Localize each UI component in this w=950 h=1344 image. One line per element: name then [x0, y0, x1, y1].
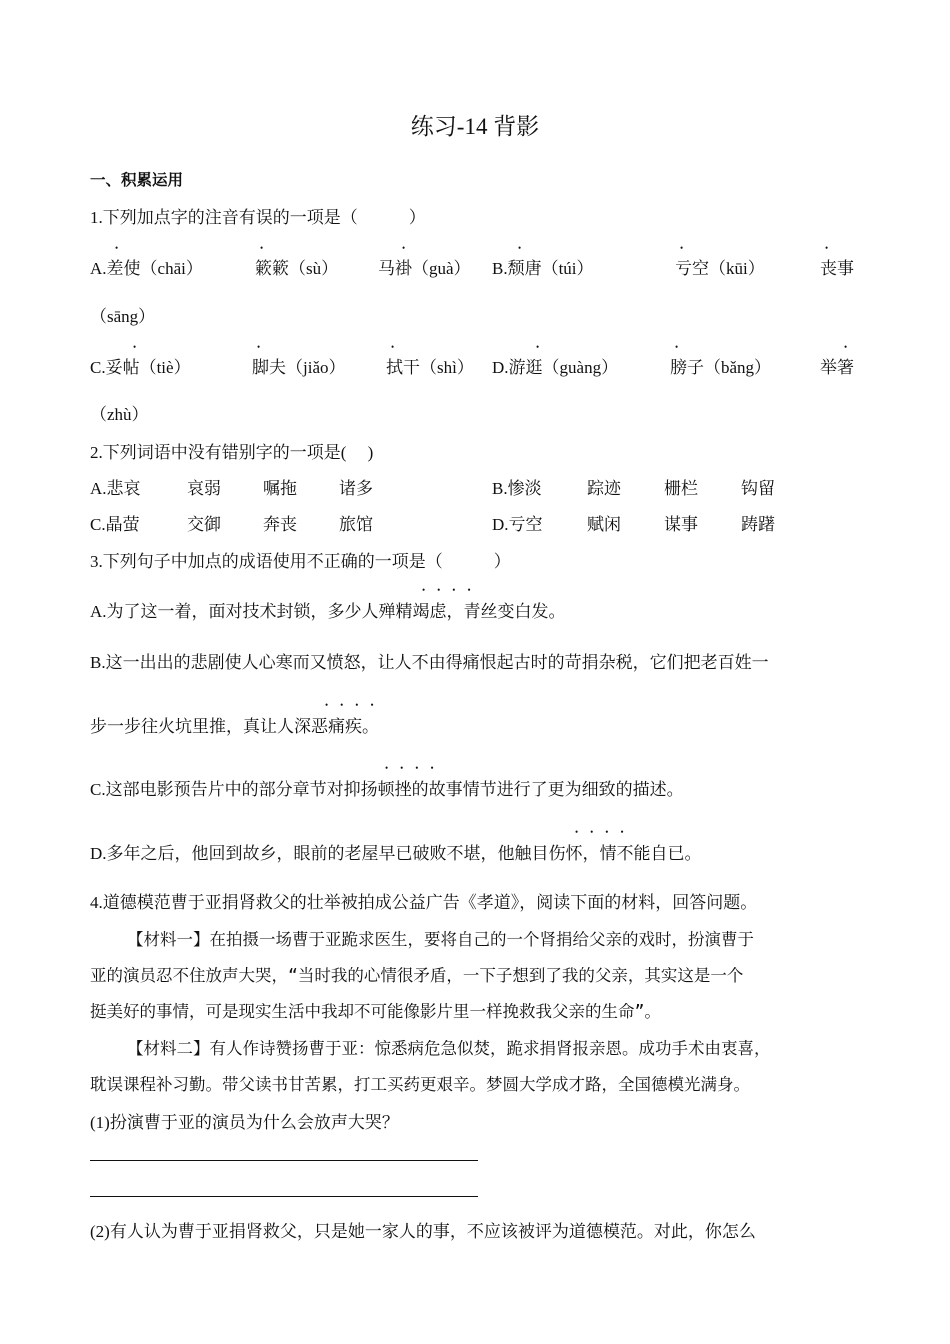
material-1-line-3: 挺美好的事情，可是现实生活中我却不可能像影片里一样挽救我父亲的生命”。	[90, 1002, 661, 1021]
emphasis-dot: •	[518, 243, 522, 253]
material-1-line-2: 亚的演员忍不住放声大哭，“当时我的心情很矛盾，一下子想到了我的父亲，其实这是一个	[90, 966, 744, 985]
page-title: 练习-14 背影	[410, 114, 540, 139]
emphasis-dots: ••••	[385, 763, 446, 773]
q3-option-d: D.多年之后，他回到故乡，眼前的老屋早已破败不堪，他触目伤怀，情不能自已。	[90, 844, 702, 863]
emphasized-idiom: 抑扬顿挫	[343, 780, 412, 799]
emphasis-dot: •	[675, 342, 679, 352]
q2-option-d-1: D.亏空	[492, 515, 543, 534]
option-a: A.差使（chāi）	[90, 259, 203, 278]
emphasis-dot: •	[115, 243, 119, 253]
emphasis-dot: •	[257, 342, 261, 352]
emphasis-dot: •	[844, 342, 848, 352]
emphasis-dots: ••••	[575, 827, 636, 837]
option-a-word-2: 簌簌（sù）	[255, 259, 339, 278]
option-c: C.妥帖（tiè）	[90, 358, 191, 377]
option-b-word-2: 亏空（kūi）	[675, 259, 765, 278]
q2-option-c-2: 交御	[187, 515, 221, 534]
sub-question-1: (1)扮演曹于亚的演员为什么会放声大哭？	[90, 1113, 399, 1132]
option-d-word-2: 膀子（bǎng）	[670, 358, 772, 377]
q2-option-d-4: 踌躇	[741, 515, 775, 534]
q2-option-d-2: 赋闲	[587, 515, 621, 534]
q3-option-c: C.这部电影预告片中的部分章节对抑扬顿挫的故事情节进行了更为细致的描述。	[90, 780, 684, 799]
emphasis-dot: •	[260, 243, 264, 253]
option-d-continuation: （zhù）	[90, 405, 149, 424]
option-b-word-3: 丧事	[820, 259, 854, 278]
option-a-word-3: 马褂（guà）	[378, 259, 471, 278]
material-1-line-1: 【材料一】在拍摄一场曹于亚跪求医生，要将自己的一个肾捐给父亲的戏时，扮演曹于	[127, 930, 754, 949]
question-3-stem: 3.下列句子中加点的成语使用不正确的一项是（ ）	[90, 552, 511, 571]
q2-option-b-2: 踪迹	[587, 479, 621, 498]
q2-option-d-3: 谋事	[664, 515, 698, 534]
q2-option-b-4: 钩留	[741, 479, 775, 498]
q2-option-a-1: A.悲哀	[90, 479, 141, 498]
q2-option-a-3: 嘱拖	[263, 479, 297, 498]
sub-question-2: (2)有人认为曹于亚捐肾救父，只是她一家人的事，不应该被评为道德模范。对此，你怎么	[90, 1222, 756, 1241]
q2-option-a-2: 哀弱	[187, 479, 221, 498]
option-c-word-3: 拭干（shì）	[386, 358, 474, 377]
emphasis-dot: •	[133, 342, 137, 352]
option-b: B.颓唐（túi）	[492, 259, 594, 278]
question-2-stem: 2.下列词语中没有错别字的一项是( )	[90, 443, 374, 462]
material-2-line-1: 【材料二】有人作诗赞扬曹于亚：惊悉病危急似焚，跪求捐肾报亲恩。成功手术由衷喜，	[127, 1039, 771, 1058]
answer-line[interactable]	[90, 1160, 478, 1161]
emphasis-dot: •	[402, 243, 406, 253]
q3-option-b-line2: 步一步往火坑里推，真让人深恶痛疾。	[90, 717, 379, 736]
option-d-word-3: 举箸	[820, 358, 854, 377]
emphasized-idiom: 殚精竭虑	[378, 602, 447, 621]
option-c-word-2: 脚夫（jiǎo）	[252, 358, 346, 377]
q2-option-a-4: 诸多	[339, 479, 373, 498]
emphasis-dots: ••••	[422, 585, 483, 595]
q2-option-c-4: 旅馆	[339, 515, 373, 534]
material-2-line-2: 耽误课程补习勤。带父读书甘苦累，打工买药更艰辛。梦圆大学成才路，全国德模光满身。	[90, 1075, 750, 1094]
emphasis-dot: •	[825, 243, 829, 253]
section-heading: 一、积累运用	[90, 171, 184, 189]
answer-line[interactable]	[90, 1196, 478, 1197]
question-4-stem: 4.道德模范曹于亚捐肾救父的壮举被拍成公益广告《孝道》，阅读下面的材料，回答问题。	[90, 893, 758, 912]
emphasis-dot: •	[536, 342, 540, 352]
q3-option-a: A.为了这一着，面对技术封锁，多少人殚精竭虑，青丝变白发。	[90, 602, 566, 621]
emphasized-idiom: 深恶痛疾	[294, 717, 362, 736]
q2-option-b-1: B.惨淡	[492, 479, 542, 498]
emphasis-dot: •	[391, 342, 395, 352]
option-d: D.游逛（guàng）	[492, 358, 619, 377]
question-1-stem: 1.下列加点字的注音有误的一项是（ ）	[90, 208, 426, 227]
emphasized-idiom: 触目伤怀	[514, 844, 583, 863]
q3-option-b-line1: B.这一出出的悲剧使人心寒而又愤怒，让人不由得痛恨起古时的苛捐杂税，它们把老百姓一	[90, 653, 769, 672]
q2-option-b-3: 栅栏	[664, 479, 698, 498]
q2-option-c-1: C.晶萤	[90, 515, 140, 534]
q2-option-c-3: 奔丧	[263, 515, 297, 534]
emphasis-dot: •	[680, 243, 684, 253]
option-b-continuation: （sāng）	[90, 307, 156, 326]
emphasis-dots: ••••	[325, 700, 386, 710]
